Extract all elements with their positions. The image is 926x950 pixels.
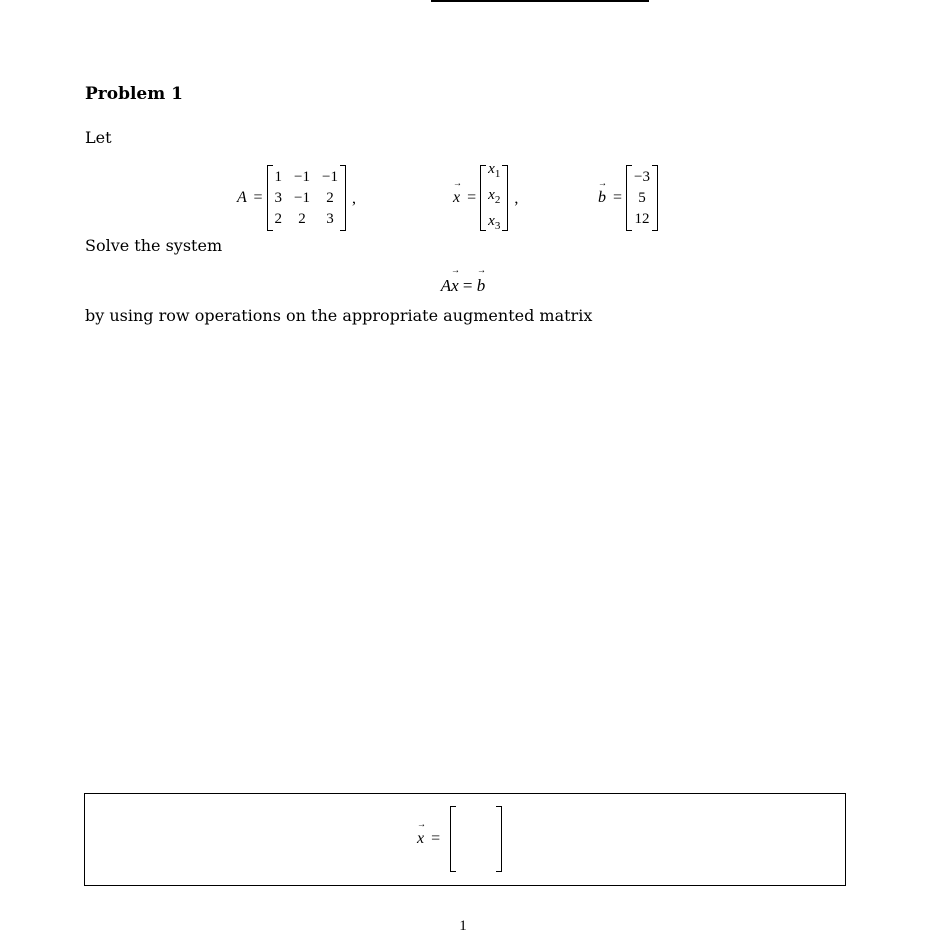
vector-x-entry: $x_2$ [488, 187, 501, 206]
answer-expression [417, 806, 502, 872]
vector-x-entries [488, 159, 500, 237]
matrix-a [267, 165, 346, 231]
intro-text: Let [85, 128, 112, 147]
answer-box [84, 793, 846, 886]
answer-lhs [417, 830, 440, 848]
matrix-a-entry: 2 [298, 210, 306, 227]
solve-text: Solve the system [85, 236, 223, 255]
vector-b-lhs [598, 189, 622, 207]
vector-x-entry: $x_3$ [488, 213, 501, 232]
page-number: 1 [459, 918, 467, 934]
matrix-a-entry: 3 [274, 189, 283, 206]
method-text: by using row operations on the appropriate augmented matrix [85, 306, 593, 325]
vector-b-entry: 5 [638, 189, 646, 206]
answer-equals: = [431, 830, 441, 847]
matrix-a-lhs [237, 189, 263, 207]
vector-b-entry: 12 [634, 210, 650, 227]
vector-x-definition [453, 162, 518, 234]
answer-blank-vector[interactable] [450, 806, 502, 872]
equation-matrix-a: A [440, 276, 452, 295]
matrix-a-entry: 3 [326, 210, 334, 227]
matrix-a-entry: 2 [274, 210, 283, 227]
vector-x-equals: = [467, 189, 477, 206]
vector-b-equals: = [613, 189, 623, 206]
problem-heading: Problem 1 [85, 84, 183, 104]
vector-x-entry: $x_1$ [488, 161, 501, 180]
equation-equals: = [462, 276, 473, 295]
vector-b [626, 165, 658, 231]
vector-b-entries [634, 167, 650, 230]
vector-x [480, 161, 508, 232]
matrix-a-entry: −1 [321, 168, 338, 185]
vector-b-label: b → [598, 189, 606, 207]
equation-vector-b: b → [477, 276, 486, 296]
matrix-a-entry: −1 [294, 168, 310, 185]
vector-b-definition [598, 162, 658, 234]
separator-comma: , [351, 190, 356, 207]
answer-vector-label: x → [417, 830, 424, 848]
matrix-a-definition [237, 162, 356, 234]
matrix-a-equals: = [253, 189, 263, 206]
vector-b-entry: −3 [634, 168, 650, 185]
matrix-a-entry: 1 [274, 168, 283, 185]
matrix-a-entry: −1 [294, 189, 310, 206]
vector-x-label: x → [453, 189, 460, 207]
system-equation [0, 276, 926, 296]
top-rule [431, 0, 649, 2]
separator-comma: , [514, 190, 519, 207]
definitions-line [0, 162, 926, 234]
matrix-a-entries [275, 167, 338, 230]
matrix-a-label: A [237, 189, 247, 206]
vector-x-lhs [453, 189, 476, 207]
matrix-a-entry: 2 [326, 189, 334, 206]
equation-vector-x: x → [451, 276, 459, 296]
